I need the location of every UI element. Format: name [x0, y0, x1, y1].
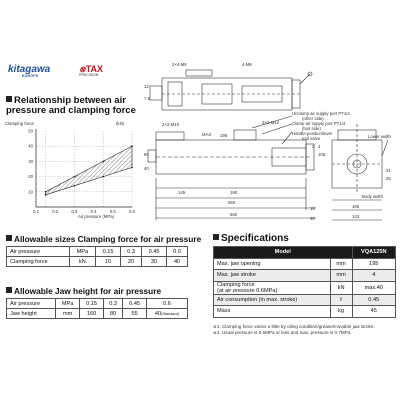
cell-value: 40: [173, 258, 181, 265]
kitagawa-logo: [8, 64, 50, 78]
specifications-title: Specifications: [213, 234, 289, 244]
bullet-square-icon: [6, 287, 12, 293]
table-cell: [146, 309, 187, 319]
kitagawa-logo-sub: EUROPE: [22, 74, 39, 78]
spec-header-model: Model: [214, 247, 353, 259]
x-tick-label: 0.4: [90, 209, 97, 214]
dim-190: 190: [230, 190, 238, 195]
dim-195: 195: [220, 133, 228, 138]
cell-value: 0.45: [129, 300, 141, 307]
tax-logo-sub: PRECISION: [79, 73, 99, 77]
dim-145: 145: [178, 190, 186, 195]
x-tick-label: 0.6: [129, 209, 135, 214]
spec-unit: ℓ: [330, 294, 352, 306]
table-cell: [141, 247, 166, 257]
series-0-point: [74, 176, 76, 178]
spec-unit: kN: [330, 281, 352, 294]
cell-value: 0.6: [163, 300, 171, 307]
jaw-table-title: Allowable Jaw height for air pressure: [6, 286, 161, 296]
series-1-point: [74, 185, 76, 187]
spec-value: 195: [352, 258, 396, 270]
spec-label: [214, 306, 331, 318]
tax-logo: ⊗TAX PRECISION: [79, 64, 104, 77]
cell-value: 10: [104, 258, 112, 265]
spec-label-text: Max. jaw opening: [217, 260, 261, 267]
spec-value: 0.45: [352, 294, 396, 306]
series-1-point: [131, 167, 133, 169]
cell-value: 0.6: [173, 248, 181, 255]
x-tick-label: 0.5: [109, 209, 116, 214]
label-m8: 4-M8: [242, 62, 252, 67]
bullet-square-icon: [6, 235, 12, 241]
dim-25: 25: [386, 176, 391, 181]
label-clamp: Clamp air supply port PT1/4: [292, 121, 346, 126]
dim-31: 31: [386, 168, 391, 173]
spec-label: [214, 281, 331, 294]
chart-yunit: (kN): [116, 121, 125, 126]
table-cell: [95, 247, 120, 257]
label-max: MAX: [202, 132, 212, 137]
spec-value: 4: [352, 270, 396, 282]
bullet-square-icon: [6, 96, 12, 102]
cell-value: 20: [127, 258, 135, 265]
series-1-point: [102, 176, 104, 178]
dim-4: 4: [318, 144, 321, 149]
series-0-point: [102, 161, 104, 163]
table-cell: [121, 247, 142, 257]
dim-40: 40: [144, 166, 149, 171]
table-row: [7, 257, 188, 267]
table-cell: [103, 299, 122, 309]
cell-value: 30: [150, 258, 158, 265]
table-row: [7, 247, 188, 257]
row-label: Jaw height: [7, 309, 56, 319]
y-tick-label: 40: [28, 143, 33, 149]
spec-notes: [213, 324, 399, 336]
dim-143: 143: [352, 214, 360, 219]
spec-header-value: VQA125N: [352, 247, 396, 259]
spec-label: [214, 294, 331, 306]
table-row: [214, 258, 396, 270]
clamping-force-band: [46, 146, 132, 195]
dim-80: 80: [144, 152, 149, 157]
table-row: [214, 281, 396, 294]
row-unit: mm: [55, 309, 79, 319]
row-label: Air pressure: [7, 247, 70, 257]
bullet-square-icon: [213, 234, 219, 240]
chart-ylabel: Clamping force: [5, 121, 34, 126]
label-m12: 2×2-M12: [262, 120, 280, 125]
dim-18: 18: [310, 206, 315, 211]
table-row: [7, 309, 188, 319]
cell-value: 0.45: [148, 248, 160, 255]
table-row: [214, 270, 396, 282]
specifications-table: [213, 246, 396, 318]
clamping-table-title: Allowable sizes Clamping force for air pressure: [6, 234, 201, 244]
row-label: Clamping force: [7, 257, 70, 267]
x-tick-label: 0.2: [52, 209, 59, 214]
table-cell: [103, 309, 122, 319]
row-unit: kN: [69, 257, 95, 267]
chart-series: [45, 145, 133, 195]
dim-12: 12: [144, 84, 149, 89]
spec-label-subtext: (at air pressure 0.6MPa): [217, 287, 278, 294]
y-tick-label: 10: [28, 189, 33, 195]
label-tool-valve: tool valve: [302, 136, 321, 141]
table-cell: [95, 257, 120, 267]
spec-unit: kg: [330, 306, 352, 318]
spec-unit: mm: [330, 258, 352, 270]
spec-label: [214, 258, 331, 270]
label-m5: 2×4-M5: [172, 62, 187, 67]
cell-value: 55: [131, 310, 138, 317]
dim-7-5: 7.5: [144, 96, 150, 101]
label-handle: Handle-position/lever: [292, 131, 333, 136]
spec-label-text: Mass: [217, 308, 231, 315]
cell-value: 160: [86, 310, 97, 317]
x-tick-label: 0.3: [71, 209, 78, 214]
tax-logo-text: TAX: [85, 64, 104, 74]
cell-value: 0.15: [86, 300, 98, 307]
dim-550: 550: [228, 200, 236, 205]
jaw-height-table: [6, 298, 188, 319]
table-cell: [80, 299, 104, 309]
chart-xlabel: Air pressure (MPa): [77, 214, 115, 219]
relationship-title: [6, 96, 136, 116]
y-tick-label: 30: [28, 158, 33, 164]
dim-30: 30: [310, 216, 315, 221]
row-unit: MPa: [55, 299, 79, 309]
spec-label-text: Clamping force: [217, 281, 255, 288]
series-0-point: [131, 145, 133, 147]
x-tick-label: 0.1: [33, 209, 39, 214]
spec-header-row: [214, 247, 396, 259]
cell-value: 80: [109, 310, 117, 317]
label-body-width: Body width: [362, 194, 384, 199]
relationship-title-line1: Relationship between air: [14, 95, 126, 106]
label-lower-width: Lower width: [368, 134, 391, 139]
label-m10: 2×2-M10: [162, 122, 180, 127]
cell-value: 0.3: [109, 300, 117, 307]
clamping-force-chart: [0, 117, 140, 221]
table-cell: [121, 257, 142, 267]
y-tick-label: 20: [28, 174, 33, 180]
cell-value: 0.3: [127, 248, 135, 255]
label-unclamp: Unclamp air supply port PT1/4: [292, 111, 350, 116]
clamping-force-table: [6, 246, 188, 267]
dim-560: 560: [230, 212, 238, 217]
table-cell: [123, 309, 147, 319]
dim-2: 2: [312, 144, 315, 149]
cell-value: 0.15: [102, 248, 114, 255]
table-row: [214, 294, 396, 306]
technical-drawing: [142, 60, 398, 232]
spec-label-text: Air consumption (in max. stroke): [217, 296, 298, 303]
dim-165: 165: [352, 204, 360, 209]
series-1-point: [45, 194, 47, 196]
series-0-point: [45, 191, 47, 193]
spec-value: max.40: [352, 281, 396, 294]
table-cell: [80, 309, 104, 319]
row-label: Air pressure: [7, 299, 56, 309]
table-cell: [141, 257, 166, 267]
kitagawa-logo-text: kitagawa: [8, 64, 51, 75]
y-tick-label: 50: [28, 128, 33, 134]
table-cell: [167, 247, 188, 257]
dim-105: 105: [318, 152, 326, 157]
spec-label: [214, 270, 331, 282]
table-cell: [167, 257, 188, 267]
spec-value: 45: [352, 306, 396, 318]
cell-value: 40: [154, 310, 162, 317]
label-other-side: (other side): [302, 116, 324, 121]
table-cell: [123, 299, 147, 309]
spec-note-1: ※1. Clamping force varies a little by oiling condition/grease/movable jaw stroke.: [213, 324, 375, 329]
table-row: [7, 299, 188, 309]
spec-unit: mm: [330, 270, 352, 282]
table-row: [214, 306, 396, 318]
chart-y-ticks: [28, 129, 33, 195]
table-cell: [146, 299, 187, 309]
spec-note-2: ※2. Usual pressure is 0.6MPa or less and max. pressure is 0.7MPa.: [213, 330, 352, 335]
row-unit: MPa: [69, 247, 95, 257]
spec-label-text: Max. jaw stroke: [217, 272, 256, 279]
cell-note: (Standard): [161, 311, 180, 316]
label-tool-side: (tool side): [302, 126, 321, 131]
relationship-title-line2: pressure and clamping force: [6, 105, 136, 116]
